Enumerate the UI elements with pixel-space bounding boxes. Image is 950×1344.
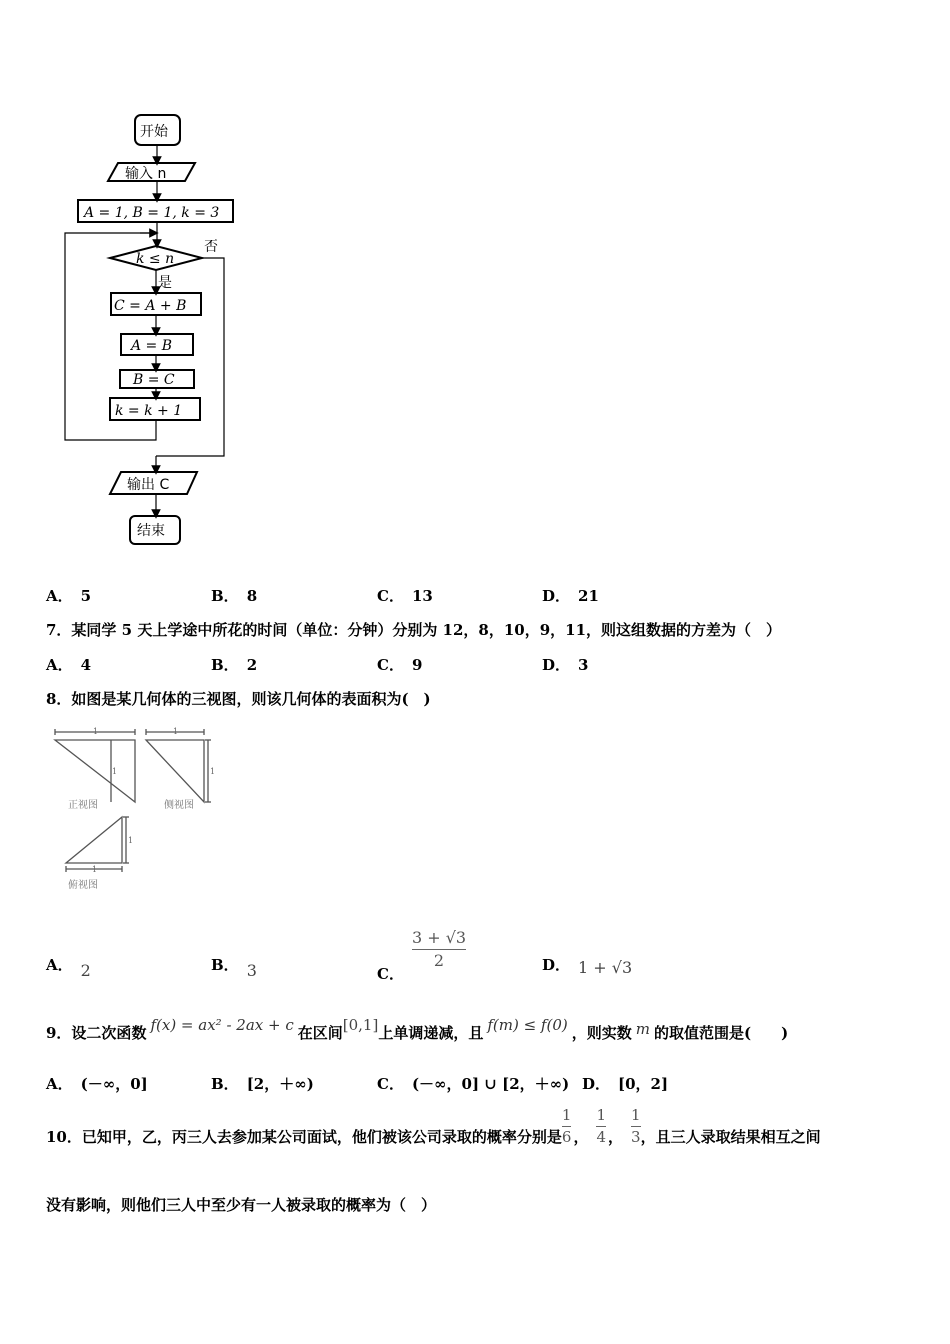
step1-label: C = A + B [114,298,187,314]
front-view-shape [55,740,135,802]
condition-label: k ≤ n [136,251,175,267]
step2-label: A = B [131,338,173,354]
flowchart [0,0,260,560]
side-view-shape [146,740,204,802]
front-view-caption: 正视图 [68,800,98,811]
yes-label: 是 [158,275,172,291]
q9-option-c[interactable]: C． (－∞，0] ∪ [2，＋∞) [377,1075,570,1093]
end-label: 结束 [137,523,165,539]
q9-function: f(x) = ax² - 2ax + c [150,1016,294,1034]
q7-question: 7．某同学 5 天上学途中所花的时间（单位：分钟）分别为 12，8，10，9，11，则这组数据的方差为（ ） [46,621,782,639]
q6-option-b[interactable]: B． 8 [211,587,258,605]
side-view-caption: 侧视图 [164,800,194,811]
q6-option-a[interactable]: A． 5 [46,587,92,605]
q8-option-d[interactable]: D． 1 + √3 [542,956,633,977]
init-label: A = 1, B = 1, k = 3 [84,205,220,221]
top-dim-bottom: 1 [92,865,98,874]
step3-label: B = C [133,372,175,388]
q6-option-c[interactable]: C． 13 [377,587,433,605]
q10-question-line2: 没有影响，则他们三人中至少有一人被录取的概率为（ ） [46,1196,437,1214]
three-view-figure [40,720,240,900]
top-dim-side: 1 [128,836,134,845]
q9-interval: [0,1] [342,1016,379,1034]
side-dim-side: 1 [210,767,216,776]
q8-option-b[interactable]: B． 3 [211,956,257,980]
q8-question: 8．如图是某几何体的三视图，则该几何体的表面积为( ) [46,690,431,708]
q9-option-b[interactable]: B． [2，＋∞) [211,1075,314,1093]
q9-question: 9．设二次函数 f(x) = ax² - 2ax + c 在区间[0,1]上单调递减，且 f(m) ≤ f(0) ，则实数 m 的取值范围是( ) [46,1016,789,1042]
q7-option-c[interactable]: C． 9 [377,656,423,674]
q8-option-a[interactable]: A． 2 [46,956,91,980]
side-dim-top: 1 [173,727,179,736]
q10-prob-1: $\frac{1}{6}$ [561,1106,572,1146]
step4-label: k = k + 1 [115,403,183,419]
q7-option-d[interactable]: D． 3 [542,656,589,674]
q9-inequality: f(m) ≤ f(0) [487,1016,568,1034]
q10-question: 10．已知甲，乙，丙三人去参加某公司面试，他们被该公司录取的概率分别是 $\frac{1}{6}$ ， $\frac{1}{4}$ ， $\frac{1}{3}$ ，且三人录取结果相互之间 [46,1106,821,1146]
front-dim-top: 1 [93,727,99,736]
no-label: 否 [204,239,218,255]
top-view-caption: 俯视图 [68,880,98,891]
q7-option-a[interactable]: A． 4 [46,656,92,674]
output-label: 输出 C [127,477,170,493]
q10-prob-2: $\frac{1}{4}$ [596,1106,606,1146]
q9-option-a[interactable]: A． (－∞，0] [46,1075,148,1093]
q9-option-d[interactable]: D． [0，2] [582,1075,669,1093]
start-label: 开始 [140,124,168,140]
q6-option-d[interactable]: D． 21 [542,587,599,605]
q7-option-b[interactable]: B． 2 [211,656,258,674]
q10-prob-3: $\frac{1}{3}$ [631,1106,641,1146]
top-view-shape [66,817,122,863]
input-label: 输入 n [125,166,167,182]
front-dim-side: 1 [112,767,118,776]
q8-option-c[interactable]: C． $\frac{3 + √3}{2}$ [377,928,467,983]
